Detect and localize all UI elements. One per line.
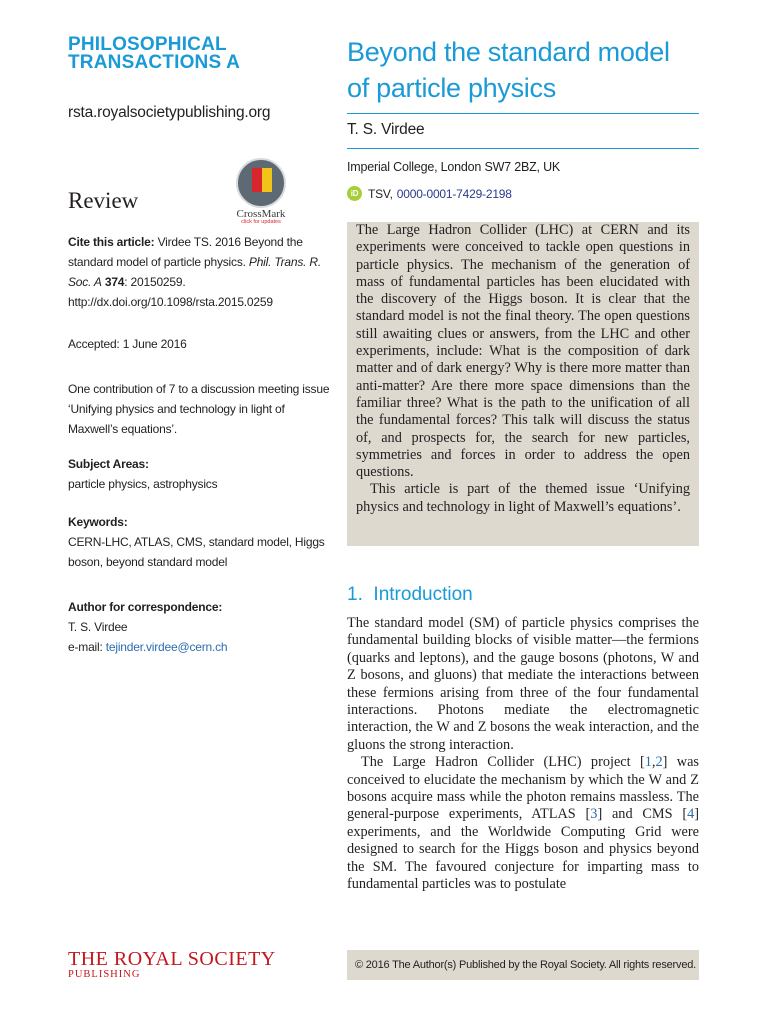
keywords-label: Keywords: <box>68 515 128 529</box>
orcid-row <box>347 186 512 201</box>
citation-page: : 20150259. <box>124 275 186 289</box>
correspondence-label: Author for correspondence: <box>68 600 223 614</box>
correspondence <box>68 597 330 657</box>
reference-link-3[interactable]: 3 <box>590 806 598 823</box>
affiliation: Imperial College, London SW7 2BZ, UK <box>347 160 561 174</box>
keywords <box>68 512 330 572</box>
section-heading <box>347 584 473 606</box>
body-paragraph-2 <box>347 754 699 893</box>
copyright-notice: © 2016 The Author(s) Published by the Royal Society. All rights reserved. <box>347 950 699 980</box>
article-title-line2: of particle physics <box>347 73 556 103</box>
citation-volume: 374 <box>101 275 125 289</box>
author-rule <box>347 148 699 149</box>
publisher-logo-line1: THE ROYAL SOCIETY <box>68 948 276 970</box>
publisher-logo[interactable] <box>68 948 276 980</box>
contribution-note: One contribution of 7 to a discussion meeting issue ‘Unifying physics and technology in light of Maxwell’s equations’. <box>68 382 330 436</box>
journal-name-line2: TRANSACTIONS A <box>68 52 241 73</box>
body-text-run: The Large Hadron Collider (LHC) project [ <box>361 754 645 771</box>
abstract-paragraph-1: The Large Hadron Collider (LHC) at CERN and its experiments were conceived to tackle open questions in particle physics. The mechanism of the generation of mass of fundamental particles has been elucidated with the discovery of the Higgs boson. It is clear that the standard model is not the final theory. The open questions still awaiting clues or answers, from the LHC and other experiments, include: What is the composition of dark matter and of dark energy? Why is there more matter than anti-matter? Are there more space dimensions than the familiar three? What is the path to the unification of all the fundamental forces? This talk will discuss the status of, and prospects for, the search for new particles, symmetries and forces in order to address the open questions. <box>356 222 690 481</box>
article-title-line1: Beyond the standard model <box>347 37 670 67</box>
keywords-value: CERN-LHC, ATLAS, CMS, standard model, Higgs boson, beyond standard model <box>68 535 325 569</box>
citation <box>68 232 330 312</box>
publisher-logo-line2: PUBLISHING <box>68 969 141 980</box>
body-text-run: ] and CMS [ <box>597 806 688 823</box>
citation-label: Cite this article: <box>68 235 155 249</box>
section-number: 1. <box>347 584 363 605</box>
journal-name-line1: PHILOSOPHICAL <box>68 34 227 55</box>
subject-areas <box>68 454 330 494</box>
subject-areas-label: Subject Areas: <box>68 457 149 471</box>
email-label: e-mail: <box>68 640 106 654</box>
abstract-paragraph-2: This article is part of the themed issue ‘Unifying physics and technology in light of Maxwell’s equations’. <box>356 481 690 515</box>
body-paragraph-1: The standard model (SM) of particle physics comprises the fundamental building blocks of visible matter—the fermions (quarks and leptons), and the gauge bosons (photons, W and Z bosons, and gluons) that mediate the interactions between these fermions arising from three of the four fundamental interactions. Photons mediate the electromagnetic interaction, the W and Z bosons the weak interaction, and the gluons the strong interaction. <box>347 615 699 753</box>
citation-text: Virdee TS. 2016 Beyond the standard model of particle physics. <box>68 235 303 269</box>
journal-name[interactable] <box>68 36 330 72</box>
orcid-initials: TSV, <box>368 186 393 201</box>
article-title <box>347 34 699 106</box>
section-title: Introduction <box>373 584 473 605</box>
abstract-box <box>347 222 699 546</box>
article-type: Review <box>68 188 139 213</box>
citation-doi-link[interactable]: http://dx.doi.org/10.1098/rsta.2015.0259 <box>68 295 273 309</box>
crossmark-button[interactable] <box>228 158 294 225</box>
reference-link-1[interactable]: 1 <box>644 754 652 771</box>
body-text-run: ] was conceived to elucidate the mechanism by which the W and Z bosons acquire mass while the photon remains massless. The general-purpose experiments, ATLAS [ <box>347 754 699 823</box>
reference-link-4[interactable]: 4 <box>687 806 695 823</box>
body-text-run: ] experiments, and the Worldwide Computing Grid were designed to search for the Higgs boson and physics beyond the SM. The favoured conjecture for imparting mass to fundamental particles was to postulate <box>347 806 700 893</box>
title-rule <box>347 113 699 114</box>
crossmark-icon <box>236 158 286 208</box>
orcid-icon: iD <box>347 186 362 201</box>
reference-link-2[interactable]: 2 <box>655 754 663 771</box>
crossmark-label: CrossMark <box>236 208 286 220</box>
journal-site-link[interactable]: rsta.royalsocietypublishing.org <box>68 104 271 121</box>
accepted-date: Accepted: 1 June 2016 <box>68 337 187 351</box>
author-name: T. S. Virdee <box>347 121 425 138</box>
orcid-link[interactable]: 0000-0001-7429-2198 <box>396 186 512 201</box>
body-text <box>347 615 699 894</box>
crossmark-sublabel: click for updates <box>241 219 281 225</box>
correspondence-name: T. S. Virdee <box>68 620 128 634</box>
subject-areas-value: particle physics, astrophysics <box>68 477 218 491</box>
citation-journal: Phil. Trans. R. Soc. A <box>68 255 322 289</box>
body-text-run: , <box>651 754 656 771</box>
email-link[interactable]: tejinder.virdee@cern.ch <box>105 640 228 654</box>
